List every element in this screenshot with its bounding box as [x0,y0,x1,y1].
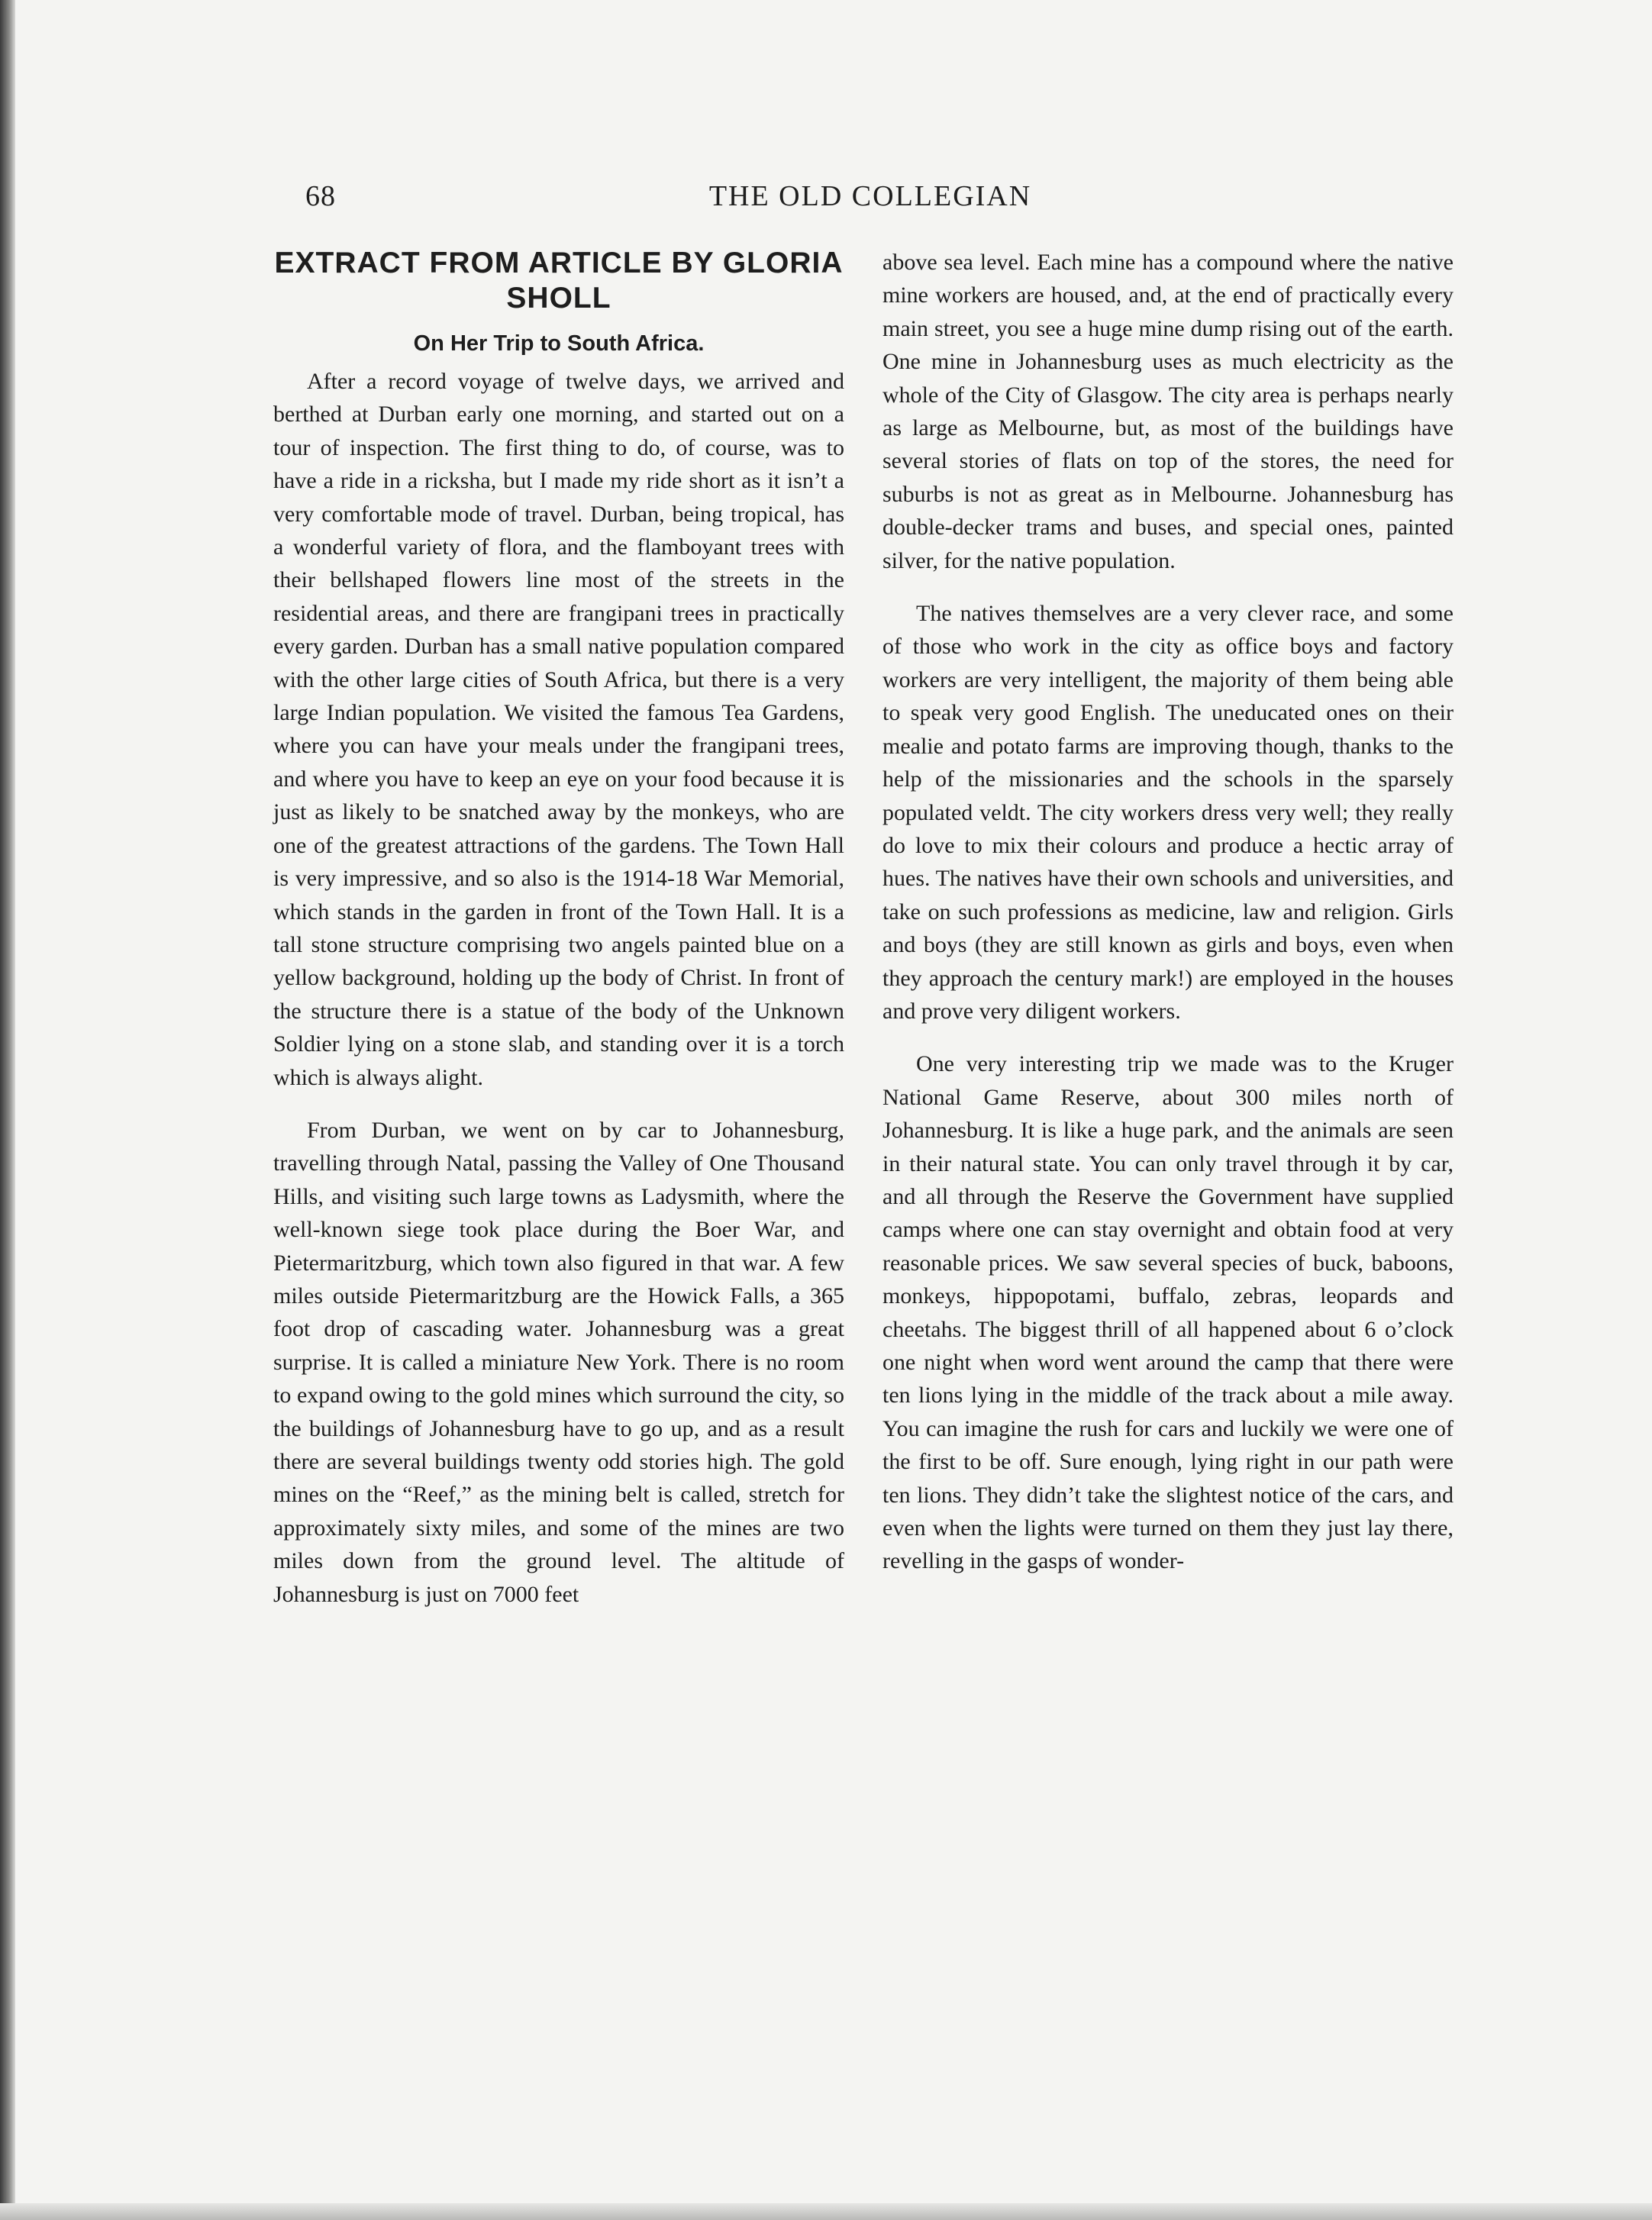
paragraph-johannesburg-continued: above sea level. Each mine has a compound where the native mine workers are housed, and, at the end of practically every main street, you see a huge mine dump rising out of the earth. One mine in Johannesburg uses as much electricity as the whole of the City of Glasgow. The city area is perhaps nearly as large as Melbourne, but, as most of the buildings have several stories of flats on top of the stores, the need for suburbs is not as great as in Melbourne. Johannesburg has double-decker trams and buses, and special ones, painted silver, for the native population. [882,250,1454,573]
page-binding-edge [0,0,15,2220]
running-head: THE OLD COLLEGIAN [708,180,1032,212]
paragraph-johannesburg: From Durban, we went on by car to Johannesburg, travelling through Natal, passing the Valley of One Thousand Hills, and visiting such large towns as Ladysmith, where the well-known siege took place during the Boer War, and Pietermaritzburg, which town also figured in that war. A few miles outside Pietermaritzburg are the Howick Falls, a 365 foot drop of cascading water. Johannesburg was a great surprise. It is called a miniature New York. There is no room to expand owing to the gold mines which surround the city, so the buildings of Johannesburg have to go up, and as a result there are several buildings twenty odd stories high. The gold mines on the “Reef,” as the mining belt is called, stretch for approximately sixty miles, and some of the mines are two miles down from the ground level. The altitude of Johannesburg is just on 7000 feet [273,1117,844,1607]
paragraph-kruger-reserve: One very interesting trip we made was to the Kruger National Game Reserve, about 300 miles north of Johannesburg. It is like a huge park, and the animals are seen in their natural state. You can only travel through it by car, and all through the Reserve the Government have supplied camps where one can stay overnight and obtain food at very reasonable prices. We saw several species of buck, baboons, monkeys, hippopotami, buffalo, zebras, leopards and cheetahs. The biggest thrill of all happened about 6 o’clock one night when word went around the camp that there were ten lions lying in the middle of the track about a mile away. You can imagine the rush for cars and luckily we were one of the first to be off. Sure enough, lying right in our path were ten lions. They didn’t take the slightest notice of the cars, and even when the lights were turned on them they just lay there, revelling in the gasps of wonder- [882,1051,1454,1574]
paragraph-durban: After a record voyage of twelve days, we arrived and berthed at Durban early one morning, and started out on a tour of inspection. The first thing to do, of course, was to have a ride in a ricksha, but I made my ride short as it isn’t a very comfortable mode of travel. Durban, being tropical, has a wonderful variety of flora, and the flamboyant trees with their bellshaped flowers line most of the streets in the residential areas, and there are frangipani trees in practically every garden. Durban has a small native population compared with the other large cities of South Africa, but there is a very large Indian population. We visited the famous Tea Gardens, where you can have your meals under the frangipani trees, and where you have to keep an eye on your food because it is just as likely to be snatched away by the monkeys, who are one of the greatest attractions of the gardens. The Town Hall is very impressive, and so also is the 1914-18 War Memorial, which stands in the garden in front of the Town Hall. It is a tall stone structure comprising two angels painted blue on a yellow background, holding up the body of Christ. In front of the structure there is a statue of the body of the Unknown Soldier lying on a stone slab, and standing over it is a torch which is always alight. [273,369,844,1090]
article-title: EXTRACT FROM ARTICLE BY GLORIA SHOLL [274,247,844,315]
page-bottom-edge [0,2203,1652,2220]
paragraph-natives: The natives themselves are a very clever race, and some of those who work in the city as office boys and factory workers are very intelligent, the majority of them being able to speak very good English. The uneducated ones on their mealie and potato farms are improving though, thanks to the help of the missionaries and the schools in the sparsely populated veldt. The city workers dress very well; they really do love to mix their colours and produce a hectic array of hues. The natives have their own schools and universities, and take on such professions as medicine, law and religion. Girls and boys (they are still known as girls and boys, even when they approach the century mark!) are employed in the houses and prove very diligent workers. [882,601,1454,1024]
page-number: 68 [305,180,336,212]
right-column [882,246,1454,1598]
article-subtitle: On Her Trip to South Africa. [413,331,705,356]
left-column [273,246,844,1631]
